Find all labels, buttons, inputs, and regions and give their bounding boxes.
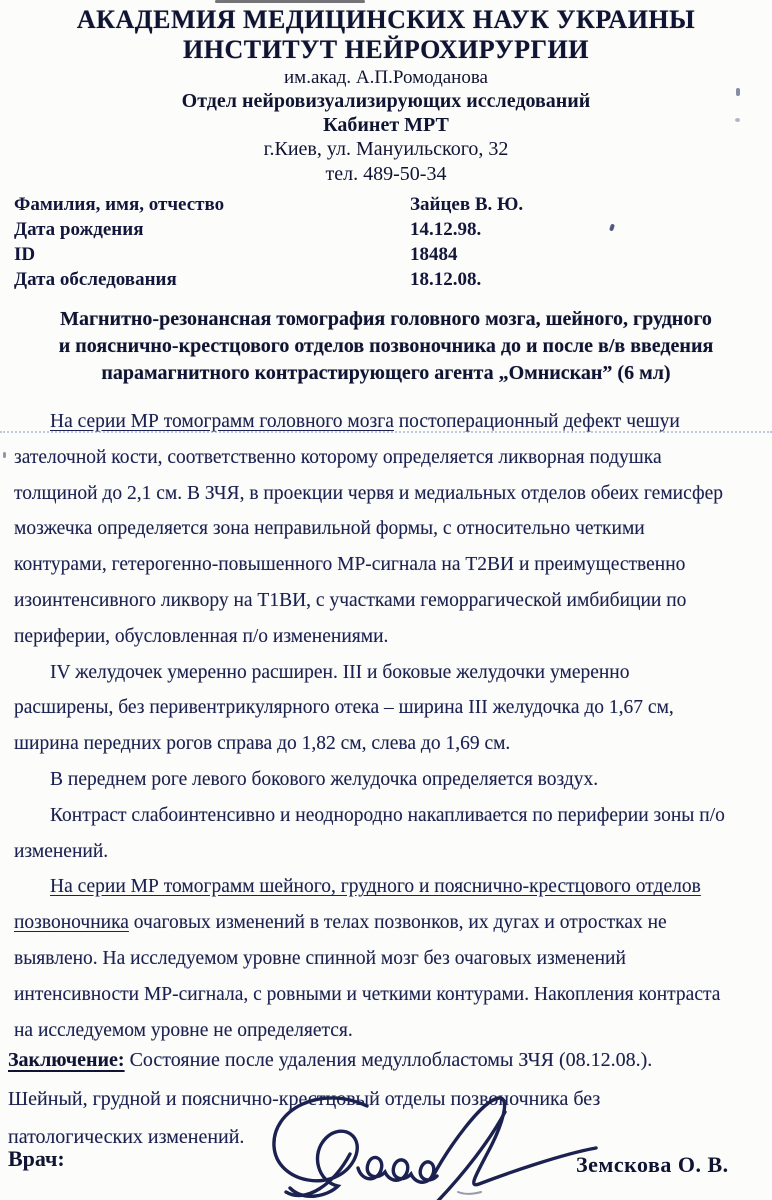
phone-line: тел. 489-50-34 bbox=[325, 163, 447, 185]
address-line: г.Киев, ул. Мануильского, 32 bbox=[263, 138, 509, 160]
text-line: зателочной кости, соответственно которому определяется ликворная подушка bbox=[14, 446, 662, 468]
text-line: В переднем роге левого бокового желудочка определяется воздух. bbox=[50, 768, 599, 790]
patient-id-row bbox=[14, 242, 752, 267]
exam-date-label: Дата обследования bbox=[14, 269, 177, 290]
text-line: толщиной до 2,1 см. В ЗЧЯ, в проекции червя и медиальных отделов обеих гемисфер bbox=[14, 482, 724, 504]
text-line bbox=[8, 1041, 762, 1080]
text-line bbox=[14, 404, 762, 440]
text-line: расширены, без перивентрикулярного отека – ширина III желудочка до 1,67 см, bbox=[14, 697, 674, 719]
doctor-name: Земскова О. В. bbox=[576, 1152, 729, 1177]
birthdate-label: Дата рождения bbox=[14, 219, 144, 240]
institute-name: ИНСТИТУТ НЕЙРОХИРУРГИИ bbox=[183, 35, 589, 64]
text-line: Контраст слабоинтенсивно и неоднородно накапливается по периферии зоны п/о bbox=[50, 804, 725, 826]
cabinet-name: Кабинет МРТ bbox=[323, 114, 449, 136]
text-line: изоинтенсивного ликвору на Т1ВИ, с участками геморрагической имбибиции по bbox=[14, 589, 687, 611]
underlined-phrase: позвоночника bbox=[14, 912, 129, 934]
patient-name-row bbox=[14, 192, 752, 217]
scan-edge-smudge bbox=[215, 0, 365, 3]
patient-id-value: 18484 bbox=[410, 244, 458, 265]
findings-text bbox=[14, 404, 762, 1048]
birthdate-row bbox=[14, 217, 752, 242]
text-line: контурами, гетерогенно-повышенного МР-сигнала на Т2ВИ и преимущественно bbox=[14, 554, 686, 576]
exam-title-line: Магнитно-резонансная томография головного мозга, шейного, грудного bbox=[60, 308, 712, 330]
exam-title-line: и пояснично-крестцового отделов позвоночника до и после в/в введения bbox=[58, 335, 714, 357]
text-line: интенсивности МР-сигнала, с ровными и четкими контурами. Накопления контраста bbox=[14, 983, 721, 1005]
doctor-signature bbox=[262, 1092, 598, 1200]
doctor-label: Врач: bbox=[8, 1146, 65, 1171]
text-line: ширина передних рогов справа до 1,82 см, слева до 1,69 см. bbox=[14, 733, 511, 755]
text-line: IV желудочек умеренно расширен. III и боковые желудочки умеренно bbox=[50, 661, 630, 683]
text-line: мозжечка определяется зона неправильной формы, с относительно четкими bbox=[14, 518, 645, 540]
exam-date-row bbox=[14, 267, 752, 292]
underlined-phrase: На серии МР томограмм головного мозга bbox=[50, 411, 394, 432]
birthdate-value: 14.12.98. bbox=[410, 219, 482, 240]
letterhead bbox=[0, 5, 772, 187]
text-line: Шейный, грудной и пояснично-крестцовый отделы позвоночника без bbox=[8, 1087, 601, 1110]
text-line: выявлено. На исследуемом уровне спинной мозг без очаговых изменений bbox=[14, 947, 626, 969]
text-line bbox=[14, 905, 762, 941]
department-name: Отдел нейровизуализирующих исследований bbox=[181, 90, 591, 112]
text-run: Состояние после удаления медуллобластомы ЗЧЯ (08.12.08.). bbox=[124, 1049, 653, 1071]
text-line: изменений. bbox=[14, 840, 109, 862]
underlined-phrase: На серии МР томограмм шейного, грудного и пояснично-крестцового отделов bbox=[50, 876, 701, 898]
text-run: постоперационный дефект чешуи bbox=[393, 411, 680, 432]
text-line: на исследуемом уровне не определяется. bbox=[14, 1019, 353, 1041]
exam-title bbox=[0, 306, 772, 387]
exam-title-line: парамагнитного контрастирующего агента „Омнискан” (6 мл) bbox=[101, 362, 671, 384]
institute-honorific: им.акад. А.П.Ромоданова bbox=[284, 67, 488, 88]
patient-name-label: Фамилия, имя, отчество bbox=[14, 194, 225, 215]
text-line bbox=[14, 869, 762, 905]
academy-name: АКАДЕМИЯ МЕДИЦИНСКИХ НАУК УКРАИНЫ bbox=[76, 5, 696, 34]
scan-speck bbox=[3, 452, 6, 458]
conclusion-label: Заключение: bbox=[8, 1049, 125, 1071]
text-line: периферии, обусловленная п/о изменениями. bbox=[14, 625, 389, 647]
patient-name-value: Зайцев В. Ю. bbox=[410, 194, 524, 215]
text-run: очаговых изменений в телах позвонков, их дугах и отростках не bbox=[128, 912, 667, 934]
exam-date-value: 18.12.08. bbox=[410, 269, 482, 290]
patient-id-label: ID bbox=[14, 244, 36, 265]
text-line: патологических изменений. bbox=[8, 1126, 245, 1148]
patient-info-block bbox=[14, 192, 752, 292]
